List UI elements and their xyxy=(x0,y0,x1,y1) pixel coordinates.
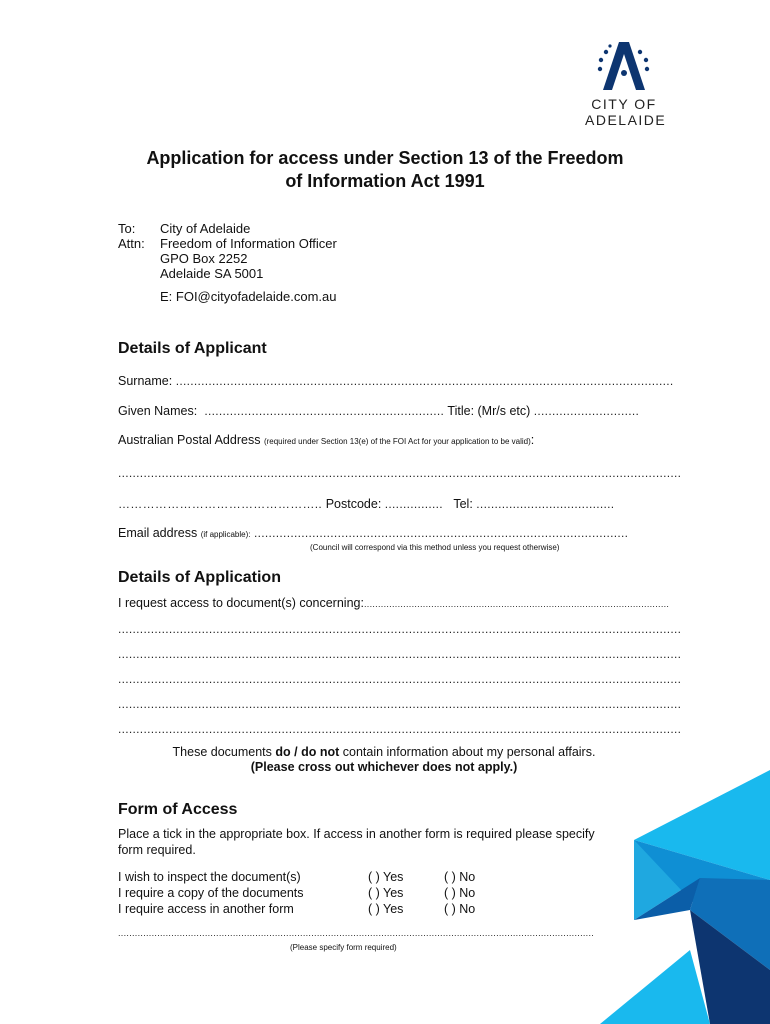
personal-post: contain information about my personal affairs. xyxy=(342,745,596,759)
tel-label: Tel: xyxy=(453,497,473,511)
option-copy-label: I require a copy of the documents xyxy=(118,886,304,900)
access-options xyxy=(118,870,518,920)
access-instructions-2: form required. xyxy=(118,843,196,857)
surname-label: Surname: xyxy=(118,374,173,388)
option-copy-yes[interactable]: ( ) Yes xyxy=(368,886,404,900)
city-of-adelaide-logo xyxy=(585,38,667,128)
request-line-2[interactable]: ........................................................................................................................................................... xyxy=(118,622,682,636)
specify-note: (Please specify form required) xyxy=(290,943,397,952)
address-dots: ………………………………………….. xyxy=(118,497,326,511)
request-line-6[interactable]: ........................................................................................................................................................... xyxy=(118,722,682,736)
postal-address-label-row: Australian Postal Address (required under Section 13(e) of the FOI Act for your application to be valid): xyxy=(118,433,535,447)
cross-out-note: (Please cross out whichever does not apply.) xyxy=(250,760,518,774)
given-names-label: Given Names: xyxy=(118,404,198,418)
address-city: Adelaide SA 5001 xyxy=(160,266,264,281)
option-other-yes[interactable]: ( ) Yes xyxy=(368,902,404,916)
access-instructions-1: Place a tick in the appropriate box. If access in another form is required please specify xyxy=(118,827,595,841)
postal-note: (required under Section 13(e) of the FOI Act for your application to be valid) xyxy=(263,437,531,446)
page-title xyxy=(100,147,670,193)
surname-dots: ......................................................................................................................................... xyxy=(175,374,674,388)
attn-label: Attn: xyxy=(118,236,145,251)
logo-line-1: CITY OF xyxy=(591,96,657,112)
option-inspect-no[interactable]: ( ) No xyxy=(444,870,476,884)
email-label: Email address xyxy=(118,526,198,540)
request-line-4[interactable]: ........................................................................................................................................................... xyxy=(118,672,682,686)
do-do-not-choice[interactable]: do / do not xyxy=(275,745,340,759)
title-field-label: Title: (Mr/s etc) xyxy=(447,404,531,418)
request-dots: ............................................................................................................. xyxy=(363,599,670,609)
postal-label: Australian Postal Address xyxy=(118,433,261,447)
postal-address-line[interactable]: ........................................................................................................................................................... xyxy=(118,466,682,480)
email-note: (if applicable): xyxy=(200,530,251,539)
address-email: E: FOI@cityofadelaide.com.au xyxy=(160,289,337,304)
address-block xyxy=(118,221,418,311)
request-line-3[interactable]: ........................................................................................................................................................... xyxy=(118,647,682,661)
postcode-label: Postcode: xyxy=(325,497,382,511)
logo-mark-icon xyxy=(585,38,663,96)
address-officer: Freedom of Information Officer xyxy=(160,236,337,251)
address-org: City of Adelaide xyxy=(160,221,251,236)
email-dots: ....................................................................................................... xyxy=(253,526,629,540)
logo-line-2: ADELAIDE xyxy=(585,112,667,128)
application-heading: Details of Application xyxy=(118,569,281,586)
to-label: To: xyxy=(118,221,136,236)
request-label: I request access to document(s) concerning: xyxy=(118,596,364,610)
decorative-corner-shapes xyxy=(600,760,770,1024)
option-copy-no[interactable]: ( ) No xyxy=(444,886,476,900)
access-heading: Form of Access xyxy=(118,801,238,818)
email-field[interactable] xyxy=(118,526,650,540)
postcode-tel-row[interactable] xyxy=(118,497,650,511)
personal-pre: These documents xyxy=(172,745,272,759)
option-inspect-yes[interactable]: ( ) Yes xyxy=(368,870,404,884)
surname-field[interactable] xyxy=(118,374,674,388)
request-field[interactable] xyxy=(118,596,670,610)
access-instructions xyxy=(118,826,595,858)
request-line-5[interactable]: ........................................................................................................................................................... xyxy=(118,697,682,711)
postcode-dots: ................ xyxy=(384,497,443,511)
address-box: GPO Box 2252 xyxy=(160,251,248,266)
personal-affairs-statement xyxy=(118,745,650,775)
title-dots: ............................. xyxy=(533,404,640,418)
council-note: (Council will correspond via this method unless you request otherwise) xyxy=(310,543,560,552)
tel-dots: ...................................... xyxy=(476,497,615,511)
option-inspect-label: I wish to inspect the document(s) xyxy=(118,870,301,884)
option-other-no[interactable]: ( ) No xyxy=(444,902,476,916)
given-names-dots: .................................................................. xyxy=(200,404,445,418)
given-names-field[interactable] xyxy=(118,404,650,418)
option-other-label: I require access in another form xyxy=(118,902,294,916)
specify-form-line[interactable]: .......................................................................................................................................................................... xyxy=(118,928,595,938)
applicant-heading: Details of Applicant xyxy=(118,340,267,357)
title-line-1: Application for access under Section 13 of the Freedom xyxy=(146,148,624,168)
title-line-2: of Information Act 1991 xyxy=(285,171,485,191)
